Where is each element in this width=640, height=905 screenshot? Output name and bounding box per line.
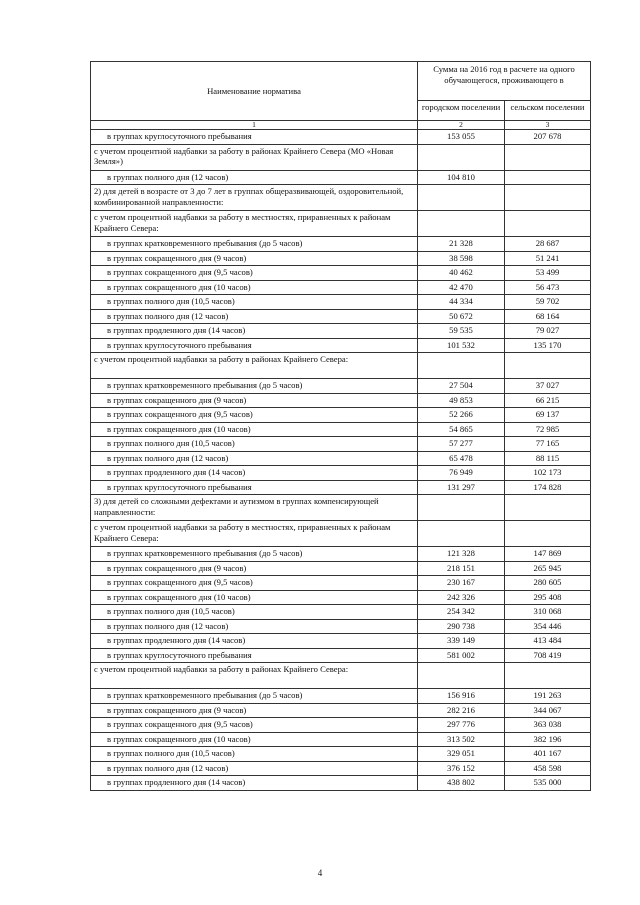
table-row bbox=[91, 451, 591, 466]
row-label: в группах сокращенного дня (10 часов) bbox=[91, 422, 418, 437]
table-row bbox=[91, 605, 591, 620]
rural-value: 102 173 bbox=[505, 466, 591, 481]
urban-value: 282 216 bbox=[418, 703, 505, 718]
rural-value: 191 263 bbox=[505, 689, 591, 704]
urban-value bbox=[418, 521, 505, 547]
norms-table-container bbox=[90, 61, 590, 791]
table-row bbox=[91, 422, 591, 437]
row-label: в группах полного дня (12 часов) bbox=[91, 309, 418, 324]
urban-value: 131 297 bbox=[418, 480, 505, 495]
row-label: в группах полного дня (10,5 часов) bbox=[91, 747, 418, 762]
rural-value: 135 170 bbox=[505, 338, 591, 353]
table-row bbox=[91, 251, 591, 266]
row-label: с учетом процентной надбавки за работу в районах Крайнего Севера: bbox=[91, 353, 418, 379]
table-row bbox=[91, 237, 591, 252]
row-label: 2) для детей в возрасте от 3 до 7 лет в группах общеразвивающей, оздоровительной, комбинированной направленности: bbox=[91, 185, 418, 211]
urban-value: 156 916 bbox=[418, 689, 505, 704]
row-label: в группах полного дня (12 часов) bbox=[91, 761, 418, 776]
row-label: в группах сокращенного дня (9,5 часов) bbox=[91, 408, 418, 423]
row-label: в группах продленного дня (14 часов) bbox=[91, 776, 418, 791]
rural-value: 37 027 bbox=[505, 379, 591, 394]
column-number-1: 1 bbox=[91, 121, 418, 130]
urban-value: 40 462 bbox=[418, 266, 505, 281]
header-rural: сельском поселении bbox=[505, 100, 591, 120]
table-row bbox=[91, 747, 591, 762]
urban-value: 104 810 bbox=[418, 170, 505, 185]
urban-value bbox=[418, 185, 505, 211]
table-row bbox=[91, 718, 591, 733]
rural-value: 401 167 bbox=[505, 747, 591, 762]
table-row bbox=[91, 466, 591, 481]
row-label: в группах кратковременного пребывания (до 5 часов) bbox=[91, 379, 418, 394]
row-label: в группах сокращенного дня (10 часов) bbox=[91, 590, 418, 605]
row-label: в группах сокращенного дня (9 часов) bbox=[91, 561, 418, 576]
urban-value: 49 853 bbox=[418, 393, 505, 408]
rural-value: 413 484 bbox=[505, 634, 591, 649]
rural-value: 77 165 bbox=[505, 437, 591, 452]
table-row bbox=[91, 280, 591, 295]
table-row bbox=[91, 480, 591, 495]
row-label: в группах сокращенного дня (9,5 часов) bbox=[91, 718, 418, 733]
rural-value: 265 945 bbox=[505, 561, 591, 576]
row-label: в группах полного дня (10,5 часов) bbox=[91, 605, 418, 620]
table-row bbox=[91, 703, 591, 718]
rural-value: 310 068 bbox=[505, 605, 591, 620]
rural-value: 295 408 bbox=[505, 590, 591, 605]
column-number-3: 3 bbox=[505, 121, 591, 130]
table-row bbox=[91, 393, 591, 408]
row-label: в группах кратковременного пребывания (до 5 часов) bbox=[91, 547, 418, 562]
row-label: с учетом процентной надбавки за работу в районах Крайнего Севера: bbox=[91, 663, 418, 689]
table-row bbox=[91, 648, 591, 663]
table-row bbox=[91, 437, 591, 452]
urban-value: 438 802 bbox=[418, 776, 505, 791]
rural-value: 59 702 bbox=[505, 295, 591, 310]
row-label: в группах продленного дня (14 часов) bbox=[91, 466, 418, 481]
table-row bbox=[91, 130, 591, 145]
rural-value: 51 241 bbox=[505, 251, 591, 266]
rural-value: 79 027 bbox=[505, 324, 591, 339]
row-label: с учетом процентной надбавки за работу в местностях, приравненных к районам Крайнего Севера: bbox=[91, 211, 418, 237]
rural-value: 382 196 bbox=[505, 732, 591, 747]
rural-value: 280 605 bbox=[505, 576, 591, 591]
rural-value bbox=[505, 495, 591, 521]
rural-value: 69 137 bbox=[505, 408, 591, 423]
rural-value bbox=[505, 185, 591, 211]
urban-value: 21 328 bbox=[418, 237, 505, 252]
rural-value bbox=[505, 663, 591, 689]
section-header-row bbox=[91, 353, 591, 379]
header-name-column: Наименование норматива bbox=[91, 62, 418, 121]
table-row bbox=[91, 547, 591, 562]
table-body bbox=[91, 130, 591, 791]
table-row bbox=[91, 761, 591, 776]
row-label: в группах кратковременного пребывания (до 5 часов) bbox=[91, 689, 418, 704]
rural-value: 708 419 bbox=[505, 648, 591, 663]
rural-value: 174 828 bbox=[505, 480, 591, 495]
rural-value bbox=[505, 521, 591, 547]
urban-value: 44 334 bbox=[418, 295, 505, 310]
table-row bbox=[91, 561, 591, 576]
rural-value: 72 985 bbox=[505, 422, 591, 437]
urban-value: 230 167 bbox=[418, 576, 505, 591]
urban-value: 376 152 bbox=[418, 761, 505, 776]
row-label: в группах сокращенного дня (9 часов) bbox=[91, 251, 418, 266]
urban-value: 313 502 bbox=[418, 732, 505, 747]
row-label: с учетом процентной надбавки за работу в местностях, приравненных к районам Крайнего Севера: bbox=[91, 521, 418, 547]
rural-value: 68 164 bbox=[505, 309, 591, 324]
table-row bbox=[91, 379, 591, 394]
urban-value: 121 328 bbox=[418, 547, 505, 562]
section-header-row bbox=[91, 663, 591, 689]
urban-value: 297 776 bbox=[418, 718, 505, 733]
column-number-2: 2 bbox=[418, 121, 505, 130]
page-number: 4 bbox=[317, 868, 323, 878]
rural-value: 56 473 bbox=[505, 280, 591, 295]
urban-value: 52 266 bbox=[418, 408, 505, 423]
table-row bbox=[91, 170, 591, 185]
rural-value bbox=[505, 170, 591, 185]
table-row bbox=[91, 295, 591, 310]
row-label: в группах сокращенного дня (9 часов) bbox=[91, 393, 418, 408]
urban-value bbox=[418, 144, 505, 170]
row-label: в группах сокращенного дня (9,5 часов) bbox=[91, 266, 418, 281]
urban-value: 42 470 bbox=[418, 280, 505, 295]
urban-value: 50 672 bbox=[418, 309, 505, 324]
row-label: в группах полного дня (10,5 часов) bbox=[91, 295, 418, 310]
table-row bbox=[91, 324, 591, 339]
table-row bbox=[91, 266, 591, 281]
rural-value: 535 000 bbox=[505, 776, 591, 791]
row-label: в группах продленного дня (14 часов) bbox=[91, 324, 418, 339]
section-header-row bbox=[91, 185, 591, 211]
urban-value bbox=[418, 353, 505, 379]
row-label: в группах полного дня (12 часов) bbox=[91, 170, 418, 185]
rural-value bbox=[505, 211, 591, 237]
table-row bbox=[91, 732, 591, 747]
row-label: в группах круглосуточного пребывания bbox=[91, 648, 418, 663]
table-row bbox=[91, 590, 591, 605]
row-label: в группах сокращенного дня (10 часов) bbox=[91, 732, 418, 747]
urban-value: 254 342 bbox=[418, 605, 505, 620]
row-label: в группах сокращенного дня (10 часов) bbox=[91, 280, 418, 295]
urban-value: 27 504 bbox=[418, 379, 505, 394]
table-row bbox=[91, 338, 591, 353]
row-label: в группах круглосуточного пребывания bbox=[91, 130, 418, 145]
urban-value bbox=[418, 495, 505, 521]
urban-value: 57 277 bbox=[418, 437, 505, 452]
urban-value: 65 478 bbox=[418, 451, 505, 466]
section-header-row bbox=[91, 211, 591, 237]
norms-table bbox=[90, 61, 591, 791]
table-header bbox=[91, 62, 591, 130]
table-row bbox=[91, 776, 591, 791]
urban-value: 218 151 bbox=[418, 561, 505, 576]
row-label: 3) для детей со сложными дефектами и аутизмом в группах компенсирующей направленности: bbox=[91, 495, 418, 521]
row-label: в группах круглосуточного пребывания bbox=[91, 480, 418, 495]
rural-value: 458 598 bbox=[505, 761, 591, 776]
section-header-row bbox=[91, 144, 591, 170]
urban-value: 76 949 bbox=[418, 466, 505, 481]
urban-value: 101 532 bbox=[418, 338, 505, 353]
header-sum-column: Сумма на 2016 год в расчете на одного обучающегося, проживающего в bbox=[418, 62, 591, 101]
rural-value: 66 215 bbox=[505, 393, 591, 408]
table-row bbox=[91, 408, 591, 423]
section-header-row bbox=[91, 521, 591, 547]
row-label: в группах полного дня (12 часов) bbox=[91, 451, 418, 466]
urban-value bbox=[418, 663, 505, 689]
table-row bbox=[91, 689, 591, 704]
rural-value: 354 446 bbox=[505, 619, 591, 634]
table-row bbox=[91, 309, 591, 324]
row-label: в группах сокращенного дня (9,5 часов) bbox=[91, 576, 418, 591]
rural-value bbox=[505, 353, 591, 379]
row-label: в группах полного дня (12 часов) bbox=[91, 619, 418, 634]
table-row bbox=[91, 619, 591, 634]
row-label: в группах круглосуточного пребывания bbox=[91, 338, 418, 353]
table-row bbox=[91, 576, 591, 591]
rural-value: 147 869 bbox=[505, 547, 591, 562]
rural-value: 344 067 bbox=[505, 703, 591, 718]
row-label: в группах полного дня (10,5 часов) bbox=[91, 437, 418, 452]
rural-value: 207 678 bbox=[505, 130, 591, 145]
table-row bbox=[91, 634, 591, 649]
urban-value: 339 149 bbox=[418, 634, 505, 649]
header-urban: городском поселении bbox=[418, 100, 505, 120]
urban-value: 153 055 bbox=[418, 130, 505, 145]
rural-value: 363 038 bbox=[505, 718, 591, 733]
row-label: с учетом процентной надбавки за работу в районах Крайнего Севера (МО «Новая Земля») bbox=[91, 144, 418, 170]
urban-value: 242 326 bbox=[418, 590, 505, 605]
rural-value: 28 687 bbox=[505, 237, 591, 252]
urban-value bbox=[418, 211, 505, 237]
urban-value: 329 051 bbox=[418, 747, 505, 762]
rural-value: 88 115 bbox=[505, 451, 591, 466]
row-label: в группах сокращенного дня (9 часов) bbox=[91, 703, 418, 718]
urban-value: 581 002 bbox=[418, 648, 505, 663]
urban-value: 38 598 bbox=[418, 251, 505, 266]
urban-value: 54 865 bbox=[418, 422, 505, 437]
urban-value: 290 738 bbox=[418, 619, 505, 634]
rural-value: 53 499 bbox=[505, 266, 591, 281]
urban-value: 59 535 bbox=[418, 324, 505, 339]
section-header-row bbox=[91, 495, 591, 521]
rural-value bbox=[505, 144, 591, 170]
row-label: в группах кратковременного пребывания (до 5 часов) bbox=[91, 237, 418, 252]
row-label: в группах продленного дня (14 часов) bbox=[91, 634, 418, 649]
